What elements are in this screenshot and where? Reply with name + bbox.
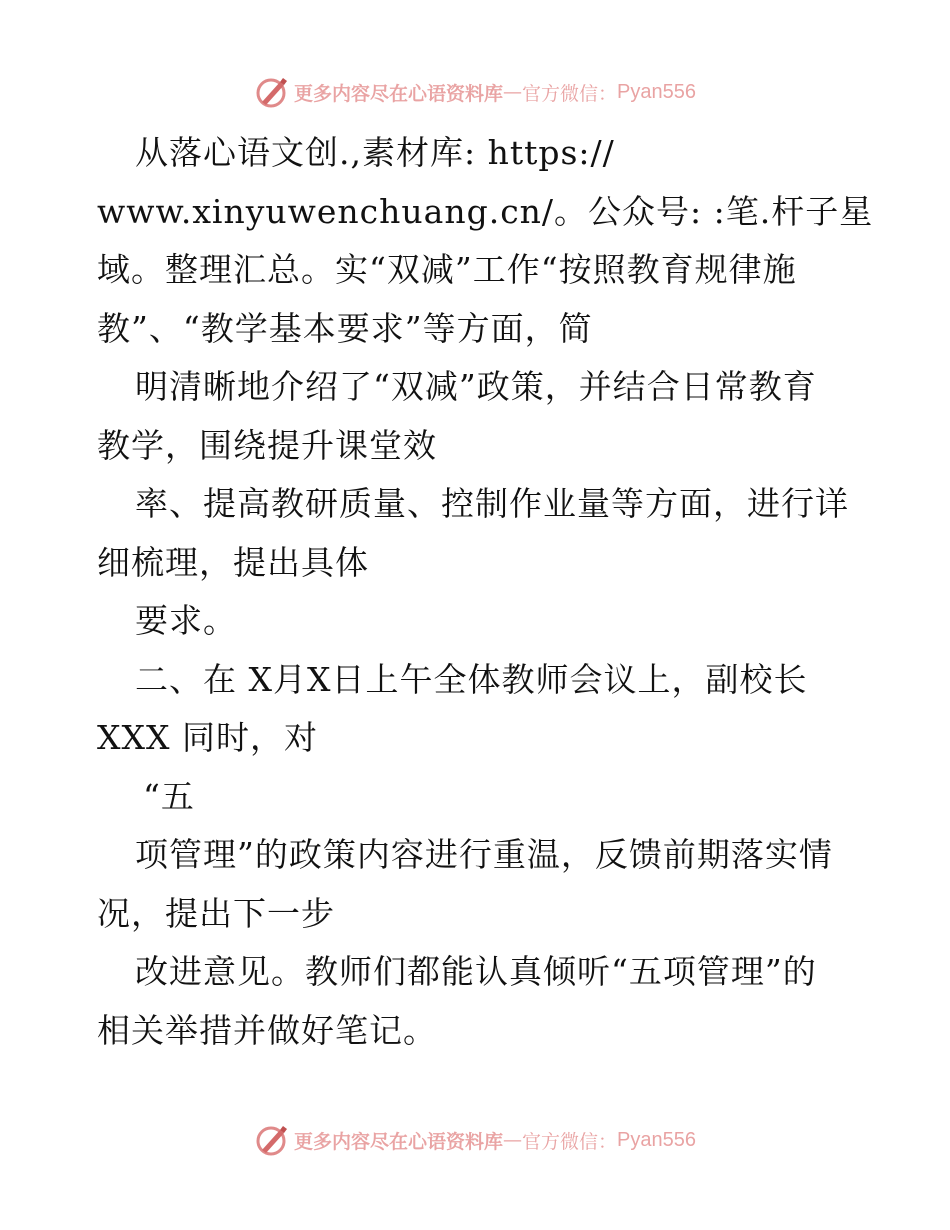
body-text-line: 二、在 X月X日上午全体教师会议上，副校长: [135, 659, 808, 699]
body-text-line: 明清晰地介绍了“双减”政策，并结合日常教育: [135, 367, 817, 406]
body-text-line: 教”、“教学基本要求”等方面，简: [97, 308, 593, 348]
body-text-line: 改进意见。教师们都能认真倾听“五项管理”的: [135, 952, 817, 991]
watermark-site-text: 更多内容尽在心语资料库: [294, 82, 504, 105]
header-watermark: [0, 72, 950, 112]
body-text-line: 域。整理汇总。实“双减”工作“按照教育规律施: [97, 250, 797, 289]
body-text-line: 教学，围绕提升课堂效: [97, 425, 437, 465]
watermark-wechat-id: Pyan556: [617, 80, 696, 103]
footer-watermark: [0, 1120, 950, 1160]
body-text-line: 要求。: [135, 601, 237, 640]
body-text-line: 况，提出下一步: [97, 893, 335, 933]
watermark-wechat-label: 官方微信：: [522, 82, 618, 105]
watermark-site-text: 更多内容尽在心语资料库: [294, 1130, 504, 1153]
body-text-line: 项管理”的政策内容进行重温，反馈前期落实情: [135, 835, 833, 874]
watermark-wechat-id: Pyan556: [617, 1128, 696, 1151]
body-text-line: 率、提高教研质量、控制作业量等方面，进行详: [135, 484, 849, 523]
body-text-line: 相关举措并做好笔记。: [97, 1010, 437, 1050]
document-body: [97, 124, 874, 1060]
body-text-line: XXX 同时，对: [97, 718, 318, 757]
body-text-line: 从落心语文创.,素材库: https://: [135, 133, 615, 172]
body-text-line: www.xinyuwenchuang.cn/。公众号: :笔.杆子星: [97, 191, 874, 231]
pen-logo-icon: [254, 74, 290, 110]
body-text-line: 细梳理，提出具体: [97, 542, 369, 582]
watermark-dash: —: [503, 81, 523, 103]
watermark-dash: —: [503, 1129, 523, 1151]
watermark-wechat-label: 官方微信：: [522, 1130, 618, 1153]
body-text-line: “五: [143, 776, 195, 816]
pen-logo-icon: [254, 1122, 290, 1158]
